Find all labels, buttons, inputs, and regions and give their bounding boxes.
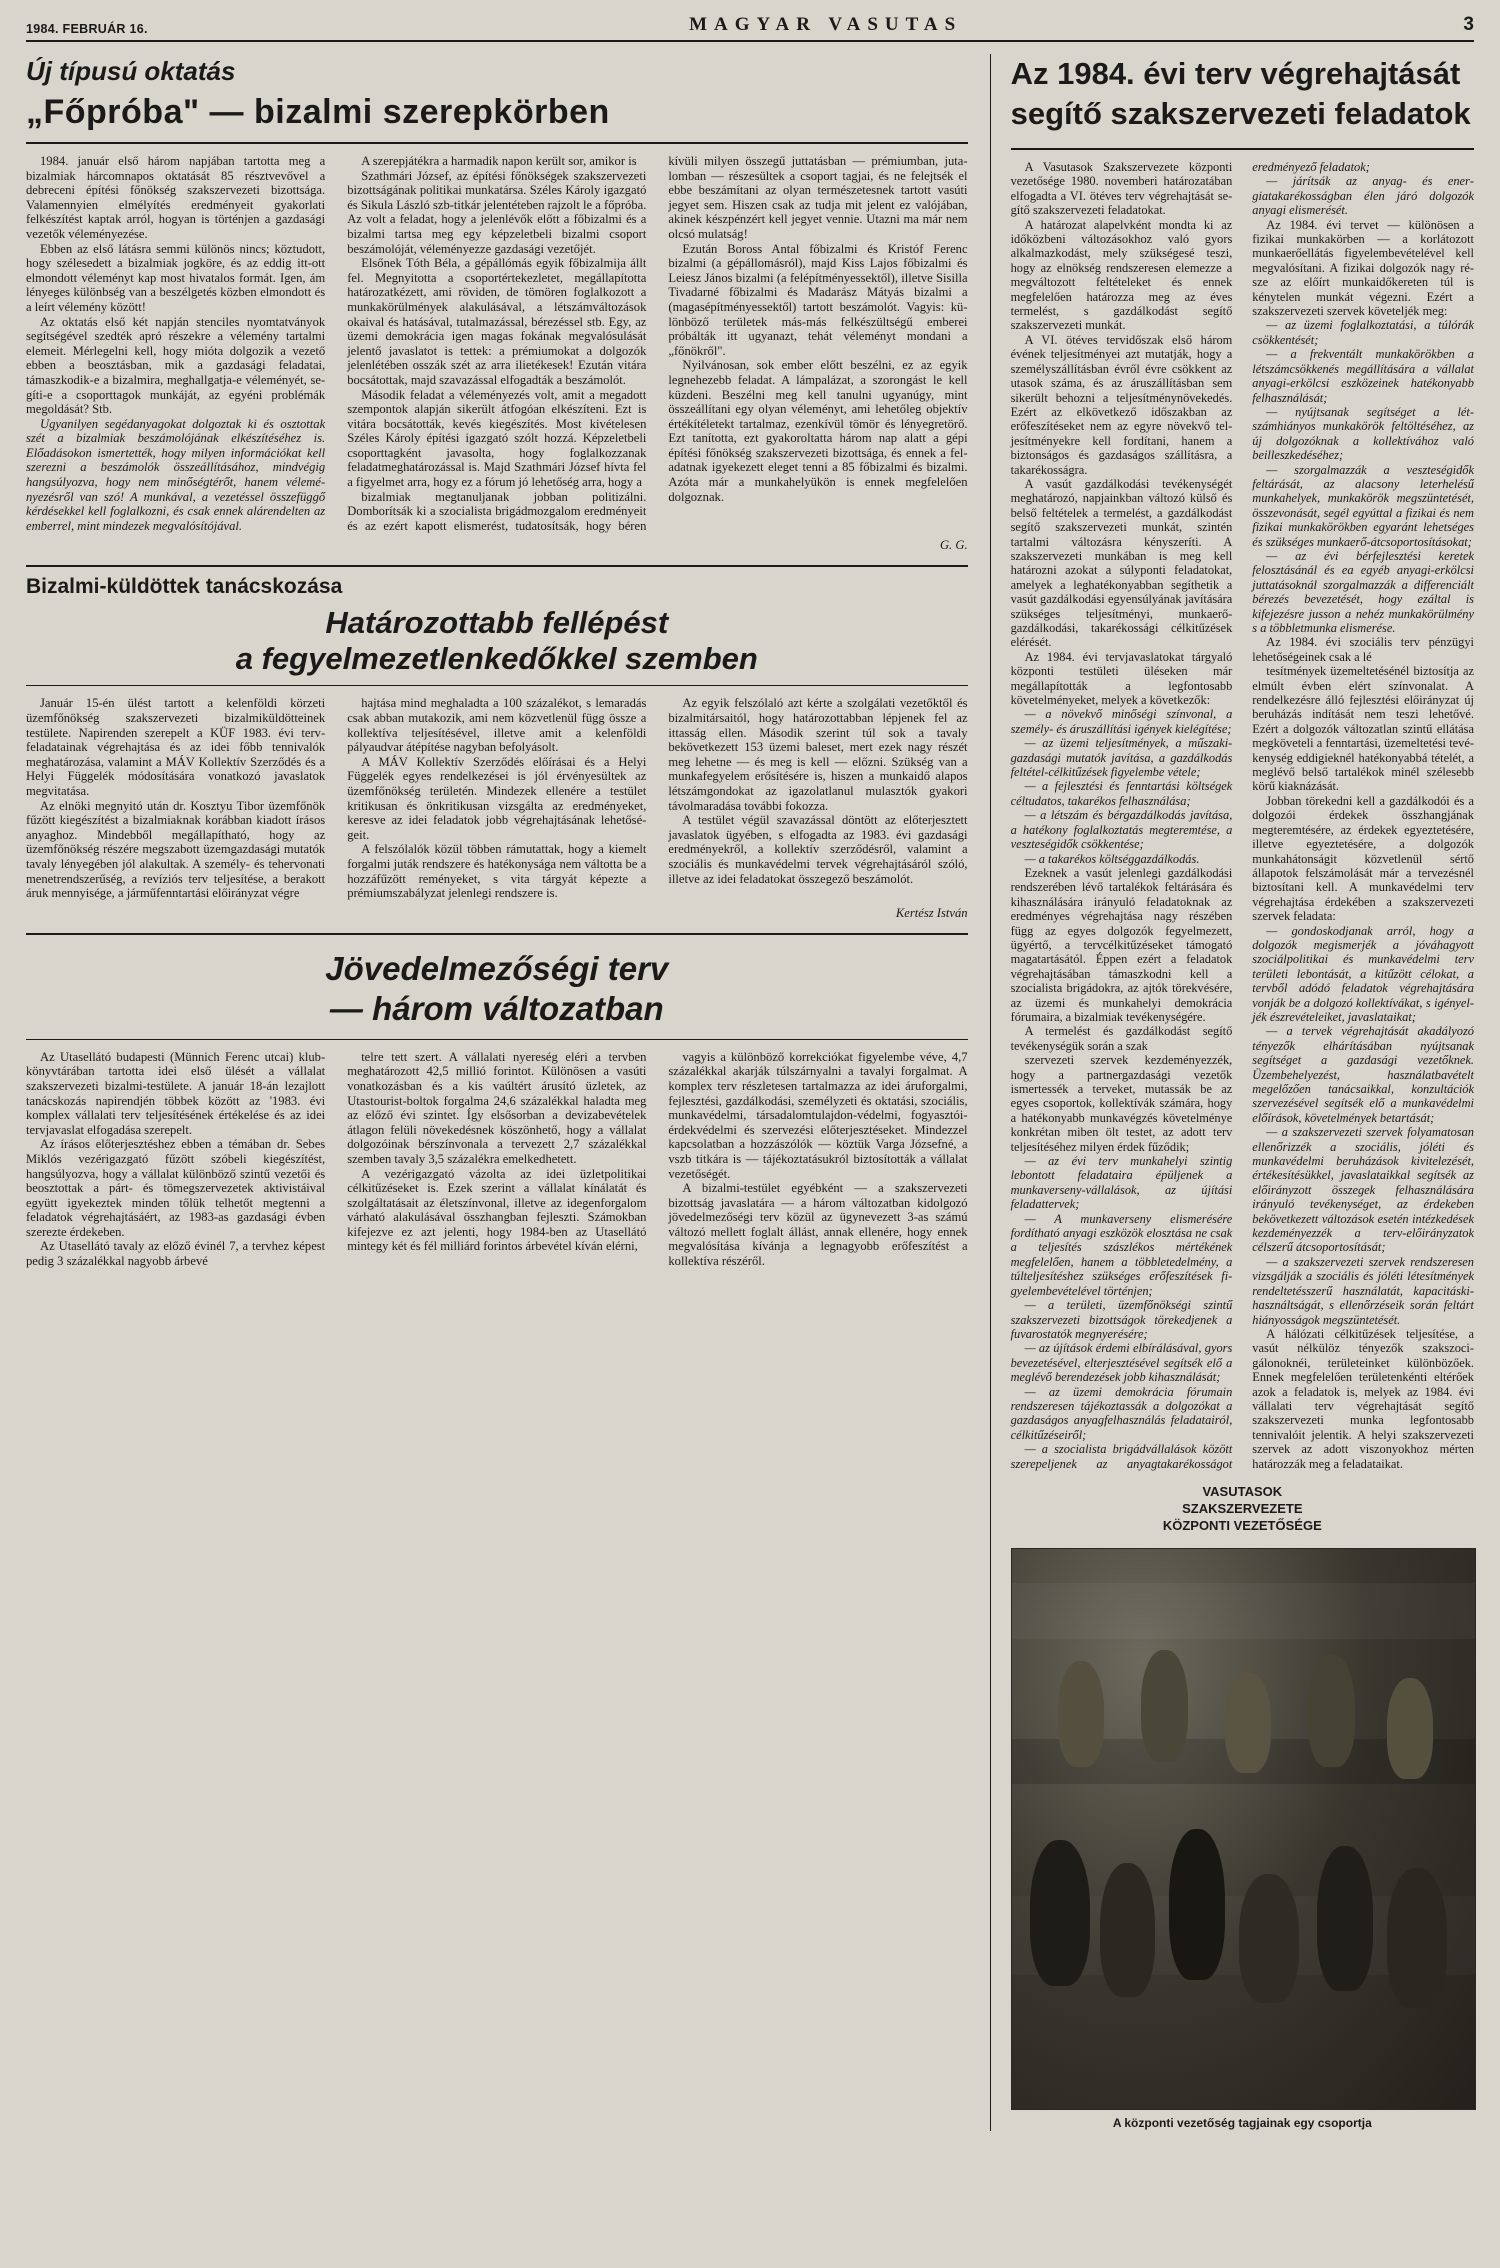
article2-headline-line1: Határozottabb fellépést [325,605,669,641]
list-item: — A munkaverseny elismerésére fordítható anyagi eszközök elosztása ne csak a teljesítés szászlékos mértékének megfelelően, hanem a többletedelmény, a túlteljesítéshez szükséges erőfeszítések figyelembevételével történjen; [1010,1211,1233,1298]
list-item: — a létszám és bérgazdálkodás javítása, a hatékony foglalkoztatás megteremtése, a veszteségidők csökkentése; [1010,808,1233,852]
list-item: — a szakszervezeti szervek folyamatosan ellenőrizzék a szociális, jóléti és munkavédelmi beruházások kivitelezését, értékesítésükkel, javaslataikkal segítsék az előirányzott összegek felhasználására irányuló tevékenységet, az érdekeben bekövetkezett változások esetén intézkedések kezdeményezzék a terv-előirányzatok célszerű átcsoportosítását; [1252,1125,1474,1255]
article1-columns [26,154,968,533]
paragraph: Ezeknek a vasút jelenlegi gazdálkodási rendszerében lévő tartalékok feltárására és kihasználására irányuló feladatoknak az eredményes végrehajtása nagy részében függ az egyes dolgozók fegyelmezett, ügyértő, a tervcélkitűzéseket támogató magatartásától. Éppen ezért a feladatok végrehajtásában támaszkodni kell a szocialista brigádokra, az ajtók törekvésére, az üzemi és munkahelyi demokrácia fórumaira, a bizalmiak tevékenységére. [1010,865,1233,1024]
list-item: — a frekventált munkakörökben a létszámcsökkenés megállítására a vállalat anyagi-erkölcsi eszközeinek hatékonyabb felhasználását; [1252,347,1474,405]
paragraph: A MÁV Kollektív Szerződés előírásai és a Helyi Függelék egyes rendelkezései is jól érvényesültek az üzemfőnökség területén. Mindezek ellenére a testület kritikusan és önkritikusan vizsgálta az eredményeket, keresve az idei feladatok jobb végrehajtásának lehetőségeit. [347,754,647,842]
paragraph: Az Utasellátó tavaly az előző évinél 7, a tervhez képest pedig 3 százalékkal nagyobb árbevé [26,1239,326,1269]
article-bizalmi-kuldottek [26,565,968,920]
list-item: — a tervek végrehajtását akadályozó tényezők elhárításában nyújtsanak segítséget a gazdasági vezetőknek. Üzembehelyezést, használatbavételt megelőzően tanácsaikkal, konzultációk szervezésével segítsék elő a munkavédelmi előírások, követelmények betartását; [1252,1024,1474,1125]
paragraph: Nyilvánosan, sok ember előtt beszélni, ez az egyik legnehezebb feladat. A lámpalázat, a szorongást le kell küzdeni. Beszélni meg kell tanulni ugyanúgy, mint összeállítani egy olyan véleményt, ami lehetőleg objektív értékítéletekt tartalmaz, ezenkívül tömör és lényegretörő. Ezt tanította, ezt gyakoroltatta három nap alatt a gépi építési főnökség szakszervezeti bizottsága, és ennek a feladatnak igyekezett eleget tenni a 85 főbizalmi és bizalmi. Azóta már a munkahelyükön is ennek megfelelően dolgoznak. [668,358,968,504]
paragraph: Ugyanilyen segédanyagokat dolgoztak ki és osztottak szét a bizalmiak beszámolójának elkészítéséhez is. Előadásokon ismertették, hogy milyen információkat kell szerezni a beszámolók összeállításához, mindvégig hangsúlyozva, hogy nem minőségtérőt, hanem véleményezésről van szó! A munkával, a vezetéssel összefüggő kérdésekkel kell foglalkozni, és csak ennek alárendelten az emberrel, mint mindezek megvalósítójával. [26,416,326,533]
list-item: — az újítások érdemi elbírálásával, gyors bevezetésével, elterjesztésével segítsék elő a meglévő berendezések jobb kihasználását; [1010,1341,1233,1385]
divider [26,1039,968,1040]
page-number: 3 [1463,14,1474,35]
article3-headline-line2: — három változatban [329,989,664,1027]
article2-headline [26,605,968,677]
paragraph: Az 1984. évi tervjavaslatokat tárgyaló központi testületi üléseken már megállapították a legfontosabb követelményeket, melyek a következők: [1010,649,1233,708]
paragraph: Szathmári József, az építési főnökségek szakszervezeti bizottságának politikai munkatársa. Széles Károly igazgató és Sikula László szb-titkár jelentéteben rajzolt le a főpróba. Az volt a feladat, hogy a jelenlévők előtt a főbizalmi és a bizalmi tartsa meg egy képzeletbeli bizalmi csoport beszámolóját, véleményezze gazdasági vezetőjét. [347,168,647,256]
photo-figure [1169,1829,1225,1980]
paragraph: A bizalmi-testület egyébként — a szakszervezeti bizottság javaslatára — a három változatban kidolgozó jövedelmezőségi terv közül az ügynevezett 3-as számú változó mellett foglalt állást, annak ellenére, hogy ennek megvalósítása kívánja a legnagyobb erőfeszítést a kollektíva részéről. [668,1181,968,1269]
article2-headline-line2: a fegyelmezetlenkedőkkel szemben [235,641,758,677]
article1-headline: „Főpróba" — bizalmi szerepkörben [26,93,968,144]
paragraph: hajtása mind meghaladta a 100 százalékot, s lemaradás csak abban mutakozik, ami nem közvetlenül függ össze a kollektíva teljesítésével, illetve amit a kelenföldi pályaudvar átépítése nagyban befolyásolt. [347,696,647,755]
article2-signature: Kertész István [895,905,968,920]
paragraph: Ezután Boross Antal főbizalmi és Kristóf Ferenc bizalmi (a gépállomásról), majd Kiss Lajos főbizalmi és Leiesz János bizalmi (a felépítményessektől), illetve Sisilla Tivadarné főbizalmi és Madarász Mátyás bizalmi a (magasépítményessektől) tartott beszámolót. Vagyis: különböző területek más-más felkészültségű emberei próbálták itt ugyanazt, tehát véleményt mondani a „főnökről". [668,241,968,358]
article2-columns [26,696,968,900]
article3-columns [26,1050,968,1269]
paragraph: A szerepjátékra a harmadik napon került sor, amikor is [361,154,637,168]
paragraph: A VI. ötéves tervidőszak első három évének teljesítményei azt mutatják, hogy a személyszállításban évről évre csökkent az utasok száma, és az áruszállításban sem sikerült behozni a teljesítménynövekedés. Ezért az elkövetkező időszakban az erőfeszítéseket nem az egyre növekvő teljesítményekre kell fordítani, hanem a biztonságos és gazdaságos szállításra, a takarékosságra. [1010,332,1233,477]
org-line-3: KÖZPONTI VEZETŐSÉGE [1162,1517,1322,1533]
photo-figure [1387,1678,1433,1779]
article2-kicker: Bizalmi-küldöttek tanácskozása [26,575,343,599]
paragraph: A hálózati célkitűzések teljesítése, a vasút nélkülöz tényezők szakszocigálonoknéi, területeinket különbözőek. Ennek megfelelően területenkénti eltérőek azok a feladatok is, melyek az 1984. évi vállalati terv végrehajtását segítő szakszervezeti munka legfontosabb tennivalóit jelentik. A helyi szakszervezeti szervek az adott viszonyokhoz mérten határozzák meg a feladataikat. [1252,1326,1474,1471]
article4-headline-line1: Az 1984. évi terv végrehajtását [1010,56,1461,91]
photo-figure [1100,1863,1156,1997]
paragraph: Az Utasellátó budapesti (Münnich Ferenc utcai) klubkönyvtárában tartotta idei első ülését a vállalat szakszervezeti bizalmi-testülete. A január 18-án lezajlott tanácskozás napirendjén többek között az '1983. évi komplex vállalati terv teljesítésének értékelése és az idei tervjavaslat elfogadása szerepelt. [26,1049,326,1137]
article-foproba [26,56,968,553]
article4-headline-line2: segítő szakszervezeti feladatok [1010,96,1471,131]
list-item: — a növekvő minőségi színvonal, a személy- és áruszállítási igények kielégítése; [1010,707,1233,736]
paragraph: Ebben az első látásra semmi különös nincs; köztudott, hogy szélesedett a bizalmiak jogköre, és az eddig itt-ott elmondott véleményt kap most hivatalos formát. Igen, ám lényeges különbség van a beszélgetés közben elmondott és a leírt vélemény között! [26,241,326,314]
photo-block [1011,1548,1474,2131]
paragraph: A felszólalók közül többen rámutattak, hogy a kiemelt forgalmi juták rendszere és hatékonysága nem váltotta be a hozzáfűzött reményeket, s vita tárgyát képezte a prémiumszabályzat jelenlegi rendszere is. [347,842,647,901]
photo-band [1012,1583,1475,1639]
organization-signature [1011,1483,1474,1534]
left-column-zone [26,54,968,2131]
newspaper-title: MAGYAR VASUTAS [689,14,963,35]
photo-figure [1030,1840,1090,1986]
paragraph: tesítmények üzemeltetésénél biztosítja az elmúlt évben elért színvonalat. A rendelkezésre álló fejlesztési előirányzat új beruházás indítását nem teszi lehetővé. Ezért a dolgozók változatlan szintű ellátása megköveteli a fenntartási, üzemeltetési tevékenység eddigieknél hatékonyabbá tételét, a meglévő belső tartalékok minél szélesebb körű kiaknázását. [1252,664,1474,794]
paragraph: Az egyik felszólaló azt kérte a szolgálati vezetőktől és bizalmitársaitól, hogy határozottabban lépjenek fel az ittasság ellen. Második szerint túl sok a tavaly bekövetkezett 153 üzemi baleset, mert ezek nagy részét meg lehetne — és meg is kell — előzni. Szükség van a munkafegyelem erősítésére is, hiszen a munkaidő alapos létszámgondokat az igazolatlanul mulasztók gyakori távolmaradása további fokozza. [668,696,968,813]
list-item: — az évi terv munkahelyi szintig lebontott feladataira épüljenek a munkaverseny-vállalások, az újítási feladattervek; [1010,1154,1233,1212]
list-item: — a takarékos költséggazdálkodás. [1024,851,1200,866]
article3-headline [26,949,968,1029]
list-item: — az üzemi demokrácia fórumain rendszeresen tájékoztassák a dolgozókat a gazdaságos anyagfelhasználás feladatairól, célkitűzéseiről; [1010,1384,1233,1442]
paragraph: A termelést és gazdálkodást segítő tevékenységük során a szak [1010,1024,1233,1053]
article1-signature: G. G. [939,538,968,553]
article1-kicker: Új típusú oktatás [26,56,236,86]
paragraph: szervezeti szervek kezdeményezzék, hogy a partnergazdasági vezetők ismertessék a terveket, mutassák be az egyes csoportok, kollektívák számára, hogy a hatékonyabb munkavégzés követelménye konkrétan miben ölt testet, az adott terv teljesítéséhez milyen érdek fűződik; [1010,1053,1233,1154]
issue-date: 1984. FEBRUÁR 16. [26,22,148,36]
divider [26,685,968,686]
list-item: — a szocialista brigádvállalások között szerepeljenek az anyagtakarékosságot eredményező feladatok; [1010,160,1370,1471]
org-line-2: SZAKSZERVEZETE [1182,1500,1303,1516]
paragraph: A testület végül szavazással döntött az előterjesztett javaslatok ügyében, s elfogadta az 1983. évi gazdasági eredményekről, a kollektív szerződésről, valamint a szociális és munkavédelmi tervek végrehajtásáról szóló, illetve az idei feladatokat összegező beszámolót. [668,813,968,886]
photo-figure [1141,1650,1187,1762]
list-item: — a szakszervezeti szervek rendszeresen vizsgálják a szociális és jóléti létesítmények rendeltetésszerű használatát, kapacitáskihasználtságát, s ellenőrzéseik során feltárt hiányosságok megszüntetését. [1252,1254,1474,1327]
photo-figure [1239,1874,1299,2003]
right-column-zone [990,54,1474,2131]
list-item: — szorgalmazzák a veszteségidők feltárását, az alacsony leterhelésű munkahelyek, munkakörök megszüntetését, összevonását, segél egyúttal a fizikai és nem fizikai munkakörökben egyaránt lehetséges és szükséges munkaerő-átcsoportosításokat; [1252,462,1474,549]
paragraph: telre tett szert. A vállalati nyereség eléri a tervben meghatározott 42,5 millió forintot. Különösen a vasúti vonatkozásban és a kis vaúltért árusító üzletek, az Utastourist-boltok forgalma 24,6 százalékkal haladta meg az előző évi szintet. Így elsősorban a devizabevételek átlagon felüli növekedésnek köszönhető, hogy a vállalat dolgozóinak bérszínvonala a tervezett 2,7 százalékkal szemben tavaly 3,5 százalékra emelkedhetett. [347,1049,647,1166]
paragraph: 1984. január első három napjában tartotta meg a bizalmiak hárcomnapos oktatását 85 résztvevővel a debreceni építési főnökség szakszervezeti bizottsága. Valamennyien elmélyítés eredményeit gyakorlati felkészítést kaptak arról, hogyan is történjen a gazdasági vezetők véleményezése. [26,154,326,241]
list-item: — a fejlesztési és fenntartási költségek céltudatos, takarékos felhasználása; [1010,779,1233,808]
paragraph: Az 1984. évi szociális terv pénzügyi lehetőségeinek csak a lé [1252,635,1474,664]
page-body [26,54,1474,2131]
list-item: — az üzemi foglalkoztatási, a túlórák csökkentését; [1252,318,1474,347]
photo-figure [1058,1661,1104,1767]
article3-headline-line1: Jövedelmezőségi terv [325,949,669,987]
photo-figure [1225,1672,1271,1773]
list-item: — az évi bérfejlesztési keretek felosztásánál és ea egyéb anyagi-erkölcsi juttatásoknál szorgalmazzák a differenciált bérezés bevezetését, hogy ezáltal is kifejezésre jusson a nehéz munkakörülmény s a többletmunka elismerése. [1252,548,1474,635]
article4-headline [1011,54,1474,150]
org-line-1: VASUTASOK [1202,1483,1283,1499]
list-item: — járítsák az anyag- és energiatakarékosságban élen járó dolgozók anyagi elismerését. [1252,174,1474,218]
paragraph: A vezérigazgató vázolta az idei üzletpolitikai célkitűzéseket is. Ezek szerint a vállalat kínálatát és szolgáltatásait az életszínvonal, illetve az idegenforgalom várható alakulásával összhangban fejleszti. Számokban kifejezve ez azt jelenti, hogy 1984-ben az Utasellátó mintegy két és fél milliárd forintos árbevétel kíván elérni, [347,1166,647,1254]
list-item: — a területi, üzemfőnökségi szintű szakszervezeti bizottságok törekedjenek a fuvarostatók megnyerésére; [1010,1298,1233,1341]
paragraph: Második feladat a véleményezés volt, amit a megadott szempontok alapján sikerült átfogóan elkészíteni. Ezt is vitára bocsátották, kevés kiegészítés. Most kivételesen Széles Károly építési igazgató szólt hozzá. Képzeletbeli csoporttagként javasolta, hogy foglalkozzanak feladatmeghatározással is. Majd Szathmári József hívta fel a figyelmet arra, hogy ez a fórum jó lehetőség arra, hogy a [347,387,647,490]
photo-caption [1011,2116,1474,2131]
photo-figure [1317,1846,1373,1992]
article-jovedelmezosegi-terv [26,933,968,1269]
conference-photo [1011,1548,1476,2110]
paragraph: A vasút gazdálkodási tevékenységét meghatározó, napjainkban változó külső és belső feltételek a termelést, a gazdálkodást segítő szakszervezeti munkát, szintén tartalmi változásra kényszeríti. A szakszervezeti munkában is meg kell határozni azokat a súlyponti feladatokat, amelyek a leghatékonyabban segíthetik a vasút gazdálkodási egyensúlyának javítására szükséges teljesítményi, munkaerőgazdálkodási, takarékossági célkitűzések elérését. [1010,476,1233,650]
paragraph: Jobban törekedni kell a gazdálkodói és a dolgozói érdekek összhangjának megteremtésére, az érdekek egyeztetésére, illetve egyeztetésére, a dolgozók munkahátonságit közvetlenül sértő állapotok felszámolását már a tervezésnél biztosítani kell. A munkavédelmi terv végrehajtása érdekében a szakszervezeti szervek feladata: [1252,793,1474,924]
paragraph: Január 15-én ülést tartott a kelenföldi körzeti üzemfőnökség szakszervezeti bizalmiküldötteinek testülete. Napirenden szerepelt a KÜF 1983. évi tervfeladatainak végrehajtása és az idei főbb tennivalók meghatározása, valamint a MÁV Kollektív Szerződés és a Helyi Függelék módosítására vonatkozó javaslatok megvitatása. [26,696,326,798]
paragraph: A Vasutasok Szakszervezete központi vezetősége 1980. novemberi határozatában elfogadta a VI. ötéves terv végrehajtását segítő szakszervezeti feladatokat. [1010,160,1233,218]
paragraph: Az oktatás első két napján stenciles nyomtatványok segítségével szedték apró részekre a vélemény tartalmi elemeit. Mérlegelni kell, hogy mióta dolgozik a vezető ebben a beosztásban, mik a gazdasági feladatai, támaszkodik-e a bizalmira, meghallgatja-e véleményét, segíti-e a csoporttagok munkáját, az egyéni problémák megoldását? Stb. [26,314,326,417]
photo-figure [1308,1655,1354,1767]
paragraph: bizalmiak megtanuljanak jobban politizálni. Domborítsák ki a szocialista brigádmozgalom eredményeit és az ezért kapott elismerést, tudatosítsák, hogy béren kívüli milyen összegű juttatásban — prémiumban, jutalomban — részesültek a csoport tagjai, és ne felejtsék el ebbe beszámítani az olyan természetesnek tartott vasúti jegyet sem. Hiszen csak az tudja mit jelent ez valójában, akinek készpénzért kell jegyet vennie. Utazni ma már nem olcsó mulatság! [347,154,968,533]
paragraph: A határozat alapelvként mondta ki az időközbeni változásokhoz való gyors alkalmazkodást, mely szükségesé teszi, hogy az elnökség rendszeresen elemezze a megváltozott feltételeket és ennek megfelelően határozza meg az éves termelést, s gazdálkodást segítő szakszervezeti munkát. [1010,217,1233,333]
photo-caption-text: A központi vezetőség tagjainak egy csoportja [1112,2115,1372,2130]
list-item: — nyújtsanak segítséget a létszámhiányos munkakörök feltöltéséhez, az új dolgozóknak a kollektívához való beilleszkedéséhez; [1252,404,1474,463]
paragraph: Az írásos előterjesztéshez ebben a témában dr. Sebes Miklós vezérigazgató fűzött szóbeli kiegészítést, hangsúlyozva, hogy a vállalat különböző szintű vezetői és beosztottak a párt- és tömegszervezetek aktivistáival együtt igyekeztek minden tőlük telhetőt megtenni a feladatok végrehajtásáért, az 1983-as gazdasági évben szerezte érdekeben. [26,1137,326,1239]
masthead [26,14,1474,42]
paragraph: Az 1984. évi tervet — különösen a fizikai munkakörben — a korlátozott munkaerőellátás figyelembevételével kell megvalósítani. A fizikai dolgozók nagy része az előírt munkaidőkereten túl is kénytelen munkát végezni. Ezért a szakszervezeti szervek követeljék meg: [1252,217,1474,319]
paragraph: Elsőnek Tóth Béla, a gépállómás egyik főbizalmija állt fel. Megnyitotta a csoportértekezletet, megállapította határozatkézett, ami röviden, de tömören foglalkozott a munkakörülmények alakulásával, a létszámváltozások okaival és hatásával, tutalmazással, bérezéssel stb. Egy, az üzemi demokrácia igen magas fokának megvalósulását jelentő javaslatot is tettek: a prémiumokat a dolgozók jelenlétében osszák szét az arra ilietékesek! Ezután vitára bocsátottak, majd szavazással elfogadták a beszámolót. [347,256,647,387]
paragraph: vagyis a különböző korrekciókat figyelembe véve, 4,7 százalékkal akarják túlszárnyalni a tavalyi forgalmat. A komplex terv részletesen tartalmazza az idei áruforgalmi, fejlesztési, gazdálkodási, személyzeti és oktatási, szociális, munkavédelmi, társadalomtulajdon-védelmi, fogyasztói-érdekvédelmi és szervezési előterjesztéseket. Mindezzel kapcsolatban a hozzászólók — köztük Varga Józsefné, a vszb titkára is — tájékoztatásukról biztosították a vállalat vezetőségét. [668,1049,968,1181]
list-item: — gondoskodjanak arról, hogy a dolgozók megismerjék a jóváhagyott szociálpolitikai és munkavédelmi terv területi lebontását, a kitűzött célokat, a tervből adódó feladatok végrehajtására vonják be a dolgozó kollektívákat, s igényeljék észrevételeiket, javaslataikat; [1252,923,1474,1024]
photo-figure [1387,1868,1447,2008]
list-item: — az üzemi teljesítmények, a műszaki-gazdasági mutatók javítása, a gazdálkodás feltétel-célkitűzések figyelembe vétele; [1010,736,1233,780]
paragraph: Az elnöki megnyitó után dr. Kosztyu Tibor üzemfőnök fűzött kiegészítést a bizalmiaknak korábban kiadott írásos anyaghoz. Mindebből megállapítható, hogy az üzemfőnökség részére megszabott üzemgazdasági mutatók tavaly lényegében jól alakultak. A személy- és tehervonati menetrendszerűség, a revíziós terv teljesítése, a berakott áruk mennyisége, a járműfenntartási előirányzat végre [26,798,326,901]
article4-columns [1011,160,1474,1471]
